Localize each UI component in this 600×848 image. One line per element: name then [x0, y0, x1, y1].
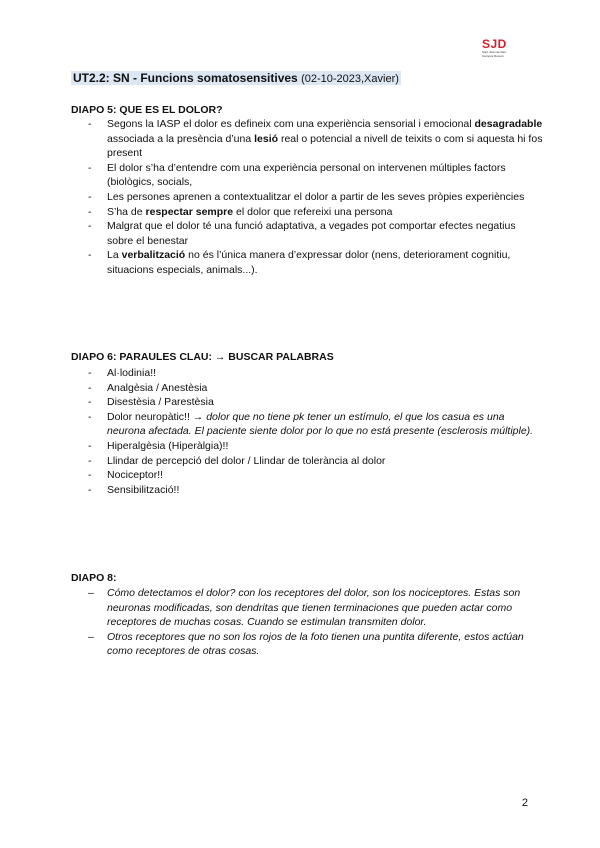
bullet-dash: –	[88, 630, 94, 643]
list-item	[88, 381, 543, 396]
bullet-dash: -	[88, 190, 92, 203]
list-item	[88, 454, 543, 469]
list-item-text	[107, 162, 506, 189]
bullet-dash: -	[88, 483, 92, 496]
italic-text: Otros receptores que no son los rojos de la foto tienen una puntita diferente, estos actúan como receptores de otras cosas.	[107, 630, 524, 658]
text-run: S’ha de	[107, 205, 146, 218]
bullet-dash: -	[88, 469, 92, 482]
text-run: Nociceptor!!	[107, 469, 164, 482]
diapo-6-list	[88, 366, 543, 497]
text-run: El dolor s’ha d’entendre com una experiència personal on intervenen múltiples factors (biològics, socials,	[107, 161, 506, 189]
list-item	[88, 219, 543, 248]
list-item	[88, 117, 543, 161]
list-item	[88, 586, 543, 630]
logo-mark: SJD	[482, 37, 507, 51]
list-item-text	[107, 367, 156, 379]
bullet-dash: -	[88, 205, 92, 218]
list-item	[88, 630, 543, 659]
bold-text: lesió	[254, 132, 279, 145]
section-heading-diapo-5: DIAPO 5: QUE ES EL DOLOR?	[71, 104, 223, 116]
list-item	[88, 439, 543, 454]
list-item-text	[107, 469, 163, 481]
title-main: UT2.2: SN - Funcions somatosensitives	[73, 71, 298, 85]
section-heading-diapo-6: DIAPO 6: PARAULES CLAU: → BUSCAR PALABRAS	[71, 351, 334, 363]
list-item	[88, 366, 543, 381]
list-item-text	[107, 411, 533, 438]
text-run: Les persones aprenen a contextualitzar el dolor a partir de les seves pròpies experiències	[107, 190, 525, 203]
text-run: Disestèsia / Parestèsia	[107, 396, 214, 409]
list-item-text	[107, 631, 524, 658]
bullet-dash: -	[88, 118, 92, 130]
italic-text: → dolor que no tiene pk tener un estímulo, el que los casua es una neurona afectada. El paciente siente dolor por lo que no está presente (esclerosis múltiple).	[107, 410, 534, 438]
list-item-text	[107, 206, 392, 218]
list-item	[88, 395, 543, 410]
text-run: el dolor que refereixi una persona	[233, 205, 393, 218]
text-run: Al·lodinia!!	[107, 367, 157, 379]
list-item-text	[107, 118, 542, 159]
list-item-text	[107, 382, 207, 394]
text-run: Segons la IASP el dolor es defineix com una experiència sensorial i emocional	[107, 118, 475, 130]
bullet-dash: -	[88, 161, 92, 174]
bullet-dash: -	[88, 410, 92, 423]
text-run: La	[107, 249, 122, 262]
list-item-text	[107, 249, 510, 276]
italic-text: Cómo detectamos el dolor? con los receptores del dolor, son los nociceptores. Estas son neuronas modificadas, son dendritas que tienen terminaciones que pueden actar como receptores de muchas cosas. Cuando se estimulan transmiten dolor.	[107, 587, 521, 629]
list-item-text	[107, 440, 228, 452]
text-run: Sensibilització!!	[107, 483, 180, 496]
sjd-logo	[482, 38, 542, 58]
document-title	[71, 71, 401, 85]
list-item	[88, 468, 543, 483]
logo-line: Sant Joan de Déu	[482, 50, 507, 54]
list-item	[88, 483, 543, 498]
bold-text: respectar sempre	[145, 205, 234, 218]
list-item-text	[107, 191, 524, 203]
text-run: real o potencial a nivell de teixits o com si aquesta hi fos present	[107, 132, 543, 160]
list-item-text	[107, 455, 385, 467]
bullet-dash: -	[88, 396, 92, 409]
bullet-dash: -	[88, 220, 92, 233]
bold-text: verbalització	[121, 249, 186, 262]
bullet-dash: -	[88, 367, 92, 379]
list-item-text	[107, 220, 516, 247]
logo-line: Campus Docent	[482, 54, 504, 58]
text-run: Llindar de percepció del dolor / Llindar de tolerància al dolor	[107, 454, 386, 467]
title-date: (02-10-2023,Xavier)	[301, 73, 399, 85]
bullet-dash: -	[88, 439, 92, 452]
diapo-8-list	[88, 586, 543, 659]
text-run: Dolor neuropàtic!!	[107, 410, 193, 423]
list-item-text	[107, 396, 214, 408]
text-run: Analgèsia / Anestèsia	[107, 381, 208, 394]
diapo-5-list	[88, 117, 543, 278]
text-run: Malgrat que el dolor té una funció adaptativa, a vegades pot comportar efectes negatius sobre el benestar	[107, 220, 516, 247]
text-run: Hiperalgèsia (Hiperàlgia)!!	[107, 439, 229, 452]
bullet-dash: -	[88, 454, 92, 467]
bullet-dash: –	[88, 587, 94, 599]
bullet-dash: -	[88, 249, 92, 262]
list-item-text	[107, 587, 520, 628]
list-item	[88, 248, 543, 277]
section-heading-diapo-8: DIAPO 8:	[71, 572, 117, 584]
bold-text: desagradable	[474, 118, 543, 130]
text-run: associada a la presència d’una	[107, 132, 255, 145]
text-run: no és l’única manera d’expressar dolor (nens, deteriorament cognitiu, situacions especials, animals...).	[107, 249, 511, 276]
list-item	[88, 190, 543, 205]
list-item	[88, 161, 543, 190]
list-item-text	[107, 484, 179, 496]
list-item	[88, 205, 543, 220]
list-item	[88, 410, 543, 439]
page-number: 2	[521, 797, 528, 809]
bullet-dash: -	[88, 381, 92, 394]
